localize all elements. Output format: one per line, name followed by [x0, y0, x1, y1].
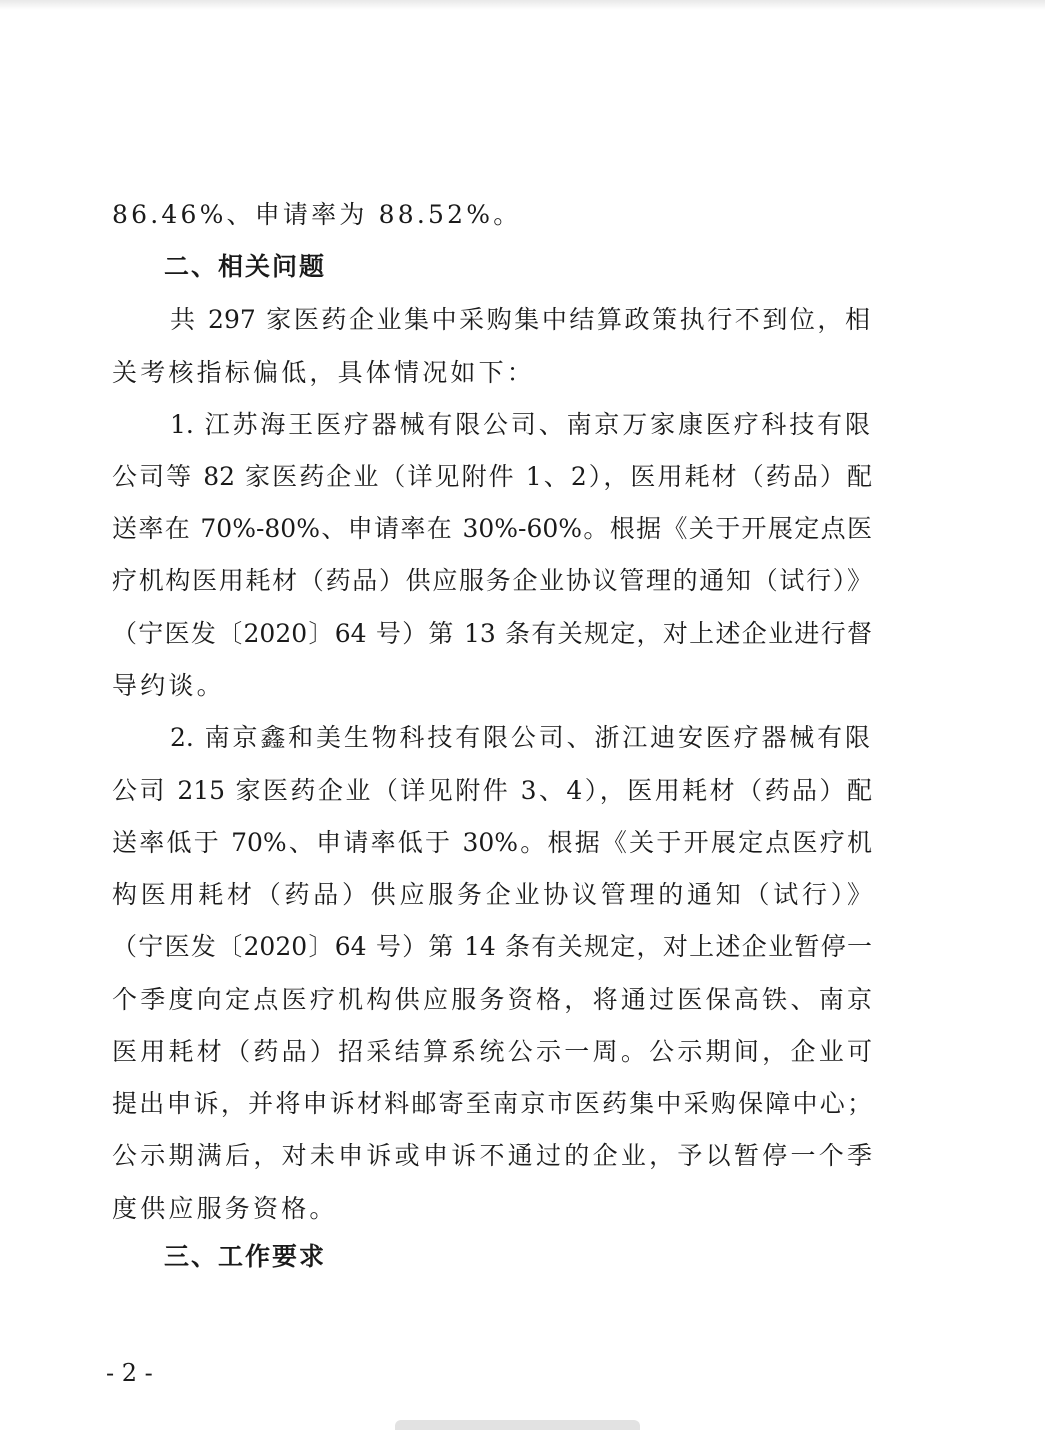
scan-top-edge — [0, 0, 1045, 10]
text-line: 公司 215 家医药企业（详见附件 3、4），医用耗材（药品）配 — [112, 776, 872, 805]
text-line: 导约谈。 — [112, 671, 225, 700]
text-line: 86.46%、申请率为 88.52%。 — [112, 200, 522, 229]
text-line: 关考核指标偏低，具体情况如下： — [112, 358, 536, 387]
text-line: 共 297 家医药企业集中采购集中结算政策执行不到位，相 — [170, 305, 870, 334]
text-line: 公示期满后，对未申诉或申诉不通过的企业，予以暂停一个季 — [112, 1141, 872, 1170]
text-line: 1. 江苏海王医疗器械有限公司、南京万家康医疗科技有限 — [170, 410, 870, 439]
section-heading-3: 三、工作要求 — [164, 1242, 327, 1271]
text-line: （宁医发〔2020〕64 号）第 13 条有关规定，对上述企业进行督 — [112, 619, 872, 648]
text-line: 送率低于 70%、申请率低于 30%。根据《关于开展定点医疗机 — [112, 828, 872, 857]
page-number: - 2 - — [106, 1359, 153, 1387]
text-line: 度供应服务资格。 — [112, 1194, 338, 1223]
text-line: 疗机构医用耗材（药品）供应服务企业协议管理的通知（试行）》 — [112, 566, 872, 595]
section-heading-2: 二、相关问题 — [164, 252, 327, 281]
text-line: 2. 南京鑫和美生物科技有限公司、浙江迪安医疗器械有限 — [170, 723, 870, 752]
text-line: 送率在 70%-80%、申请率在 30%-60%。根据《关于开展定点医 — [112, 514, 872, 543]
text-line: 医用耗材（药品）招采结算系统公示一周。公示期间，企业可 — [112, 1037, 872, 1066]
scan-bottom-edge — [395, 1420, 640, 1430]
text-line: 提出申诉，并将申诉材料邮寄至南京市医药集中采购保障中心； — [112, 1089, 872, 1118]
text-line: （宁医发〔2020〕64 号）第 14 条有关规定，对上述企业暂停一 — [112, 932, 872, 961]
text-line: 构医用耗材（药品）供应服务企业协议管理的通知（试行）》 — [112, 880, 872, 909]
text-line: 公司等 82 家医药企业（详见附件 1、2），医用耗材（药品）配 — [112, 462, 872, 491]
text-line: 个季度向定点医疗机构供应服务资格，将通过医保高铁、南京 — [112, 985, 872, 1014]
